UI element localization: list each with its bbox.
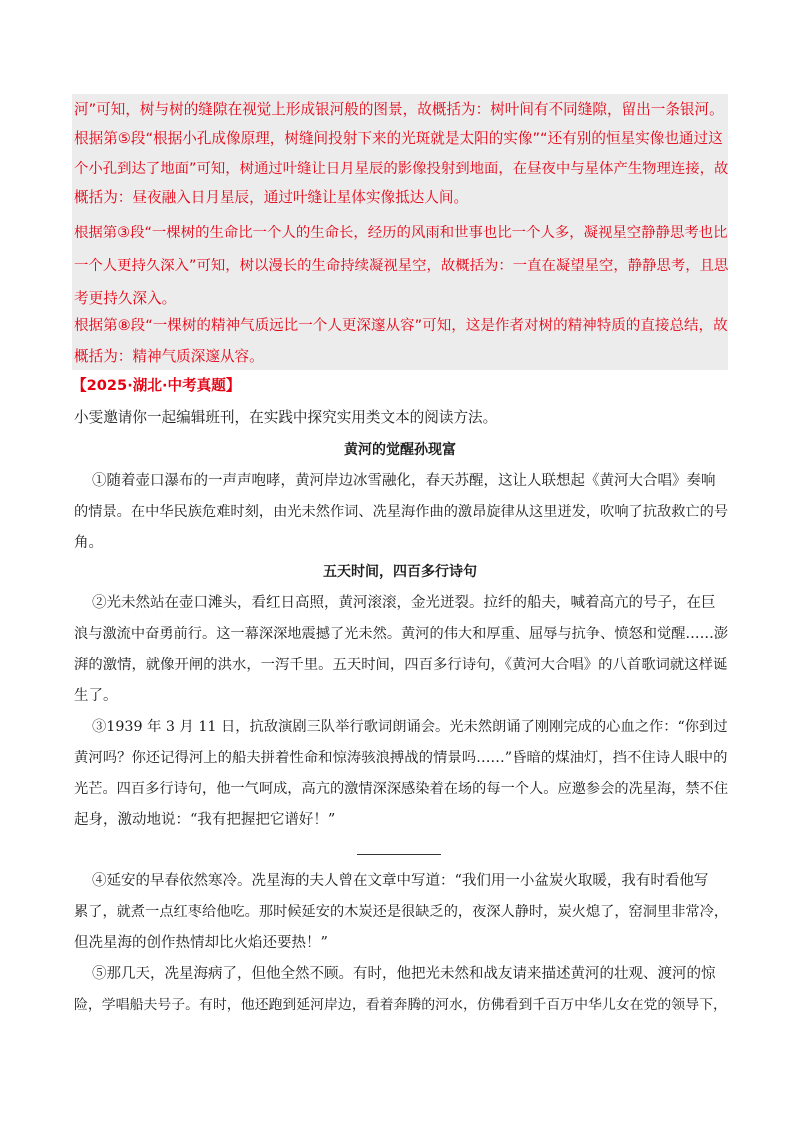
paragraph-2-line: 湃的激情，就像开闸的洪水，一泻千里。五天时间，四百多行诗句，《黄河大合唱》的八首歌词就这样诞 — [74, 657, 728, 673]
paragraph-3-line: 起身，激动地说：“我有把握把它谱好！” — [74, 812, 336, 828]
answer-line: 河”可知，树与树的缝隙在视觉上形成银河般的图景，故概括为：树叶间有不同缝隙，留出一条银河。 — [74, 101, 724, 118]
answer-line: 根据第⑤段“根据小孔成像原理，树缝间投射下来的光斑就是太阳的实像”“还有别的恒星实像也通过这 — [74, 130, 723, 147]
answer-line: 概括为：昼夜融入日月星辰，通过叶缝让星体实像抵达人间。 — [74, 189, 469, 206]
paragraph-3-line: ③1939 年 3 月 11 日，抗敌演剧三队举行歌词朗诵会。光未然朗诵了刚刚完成的心血之作：“你到过 — [92, 719, 728, 735]
paragraph-2-line: 生了。 — [74, 688, 118, 704]
paragraph-1-line: 的情景。在中华民族危难时刻，由光未然作词、冼星海作曲的激昂旋律从这里迸发，吹响了抗敌救亡的号 — [74, 504, 729, 520]
paragraph-4-line: 但冼星海的创作热情却比火焰还要热！” — [74, 935, 328, 951]
paragraph-1-line: ①随着壶口瀑布的一声声咆哮，黄河岸边冰雪融化，春天苏醒，这让人联想起《黄河大合唱》奏响 — [92, 473, 716, 489]
source-tag: 【2025·湖北·中考真题】 — [72, 377, 241, 394]
answer-line: 根据第③段“一棵树的生命比一个人的生命长，经历的风雨和世事也比一个人多，凝视星空静静思考也比 — [74, 225, 728, 241]
paragraph-2-line: ②光未然站在壶口滩头，看红日高照，黄河滚滚，金光迸裂。拉纤的船夫，喊着高亢的号子，在巨 — [92, 595, 716, 611]
answer-line: 一个人更持久深入”可知，树以漫长的生命持续凝视星空，故概括为：一直在凝望星空，静静思考，且思 — [74, 258, 729, 274]
paragraph-5-line: 险，学唱船夫号子。有时，他还跑到延河岸边，看着奔腾的河水，仿佛看到千百万中华儿女在党的领导下， — [74, 997, 727, 1013]
answer-line: 概括为：精神气质深邃从容。 — [74, 348, 264, 365]
paragraph-3-line: 黄河吗？你还记得河上的船夫拼着性命和惊涛骇浪搏战的情景吗……”昏暗的煤油灯，挡不住诗人眼中的 — [74, 750, 728, 766]
answer-line: 个小孔到达了地面”可知，树通过叶缝让日月星辰的影像投射到地面，在昼夜中与星体产生物理连接，故 — [74, 161, 729, 177]
section-divider — [357, 854, 441, 855]
answer-line: 根据第⑧段“一棵树的精神气质远比一个人更深邃从容”可知，这是作者对树的精神特质的直接总结，故 — [74, 317, 728, 334]
question-intro: 小雯邀请你一起编辑班刊，在实践中探究实用类文本的阅读方法。 — [74, 409, 498, 426]
article-subtitle: 五天时间，四百多行诗句 — [323, 564, 477, 580]
paragraph-3-line: 光芒。四百多行诗句，他一气呵成，高亢的激情深深感染着在场的每一个人。应邀参会的冼星海，禁不住 — [74, 781, 729, 797]
paragraph-1-line: 角。 — [74, 535, 103, 551]
paragraph-4-line: 累了，就煮一点红枣给他吃。那时候延安的木炭还是很缺乏的，夜深人静时，炭火熄了，窑洞里非常冷， — [74, 904, 729, 920]
paragraph-4-line: ④延安的早春依然寒冷。冼星海的夫人曾在文章中写道：“我们用一小盆炭火取暖，我有时看他写 — [92, 873, 709, 889]
paragraph-2-line: 浪与激流中奋勇前行。这一幕深深地震撼了光未然。黄河的伟大和厚重、屈辱与抗争、愤怒和觉醒……澎 — [74, 626, 729, 642]
paragraph-5-line: ⑤那几天，冼星海病了，但他全然不顾。有时，他把光未然和战友请来描述黄河的壮观、渡河的惊 — [92, 966, 716, 982]
article-title: 黄河的觉醒孙现富 — [344, 442, 456, 458]
answer-line: 考更持久深入。 — [74, 290, 177, 307]
